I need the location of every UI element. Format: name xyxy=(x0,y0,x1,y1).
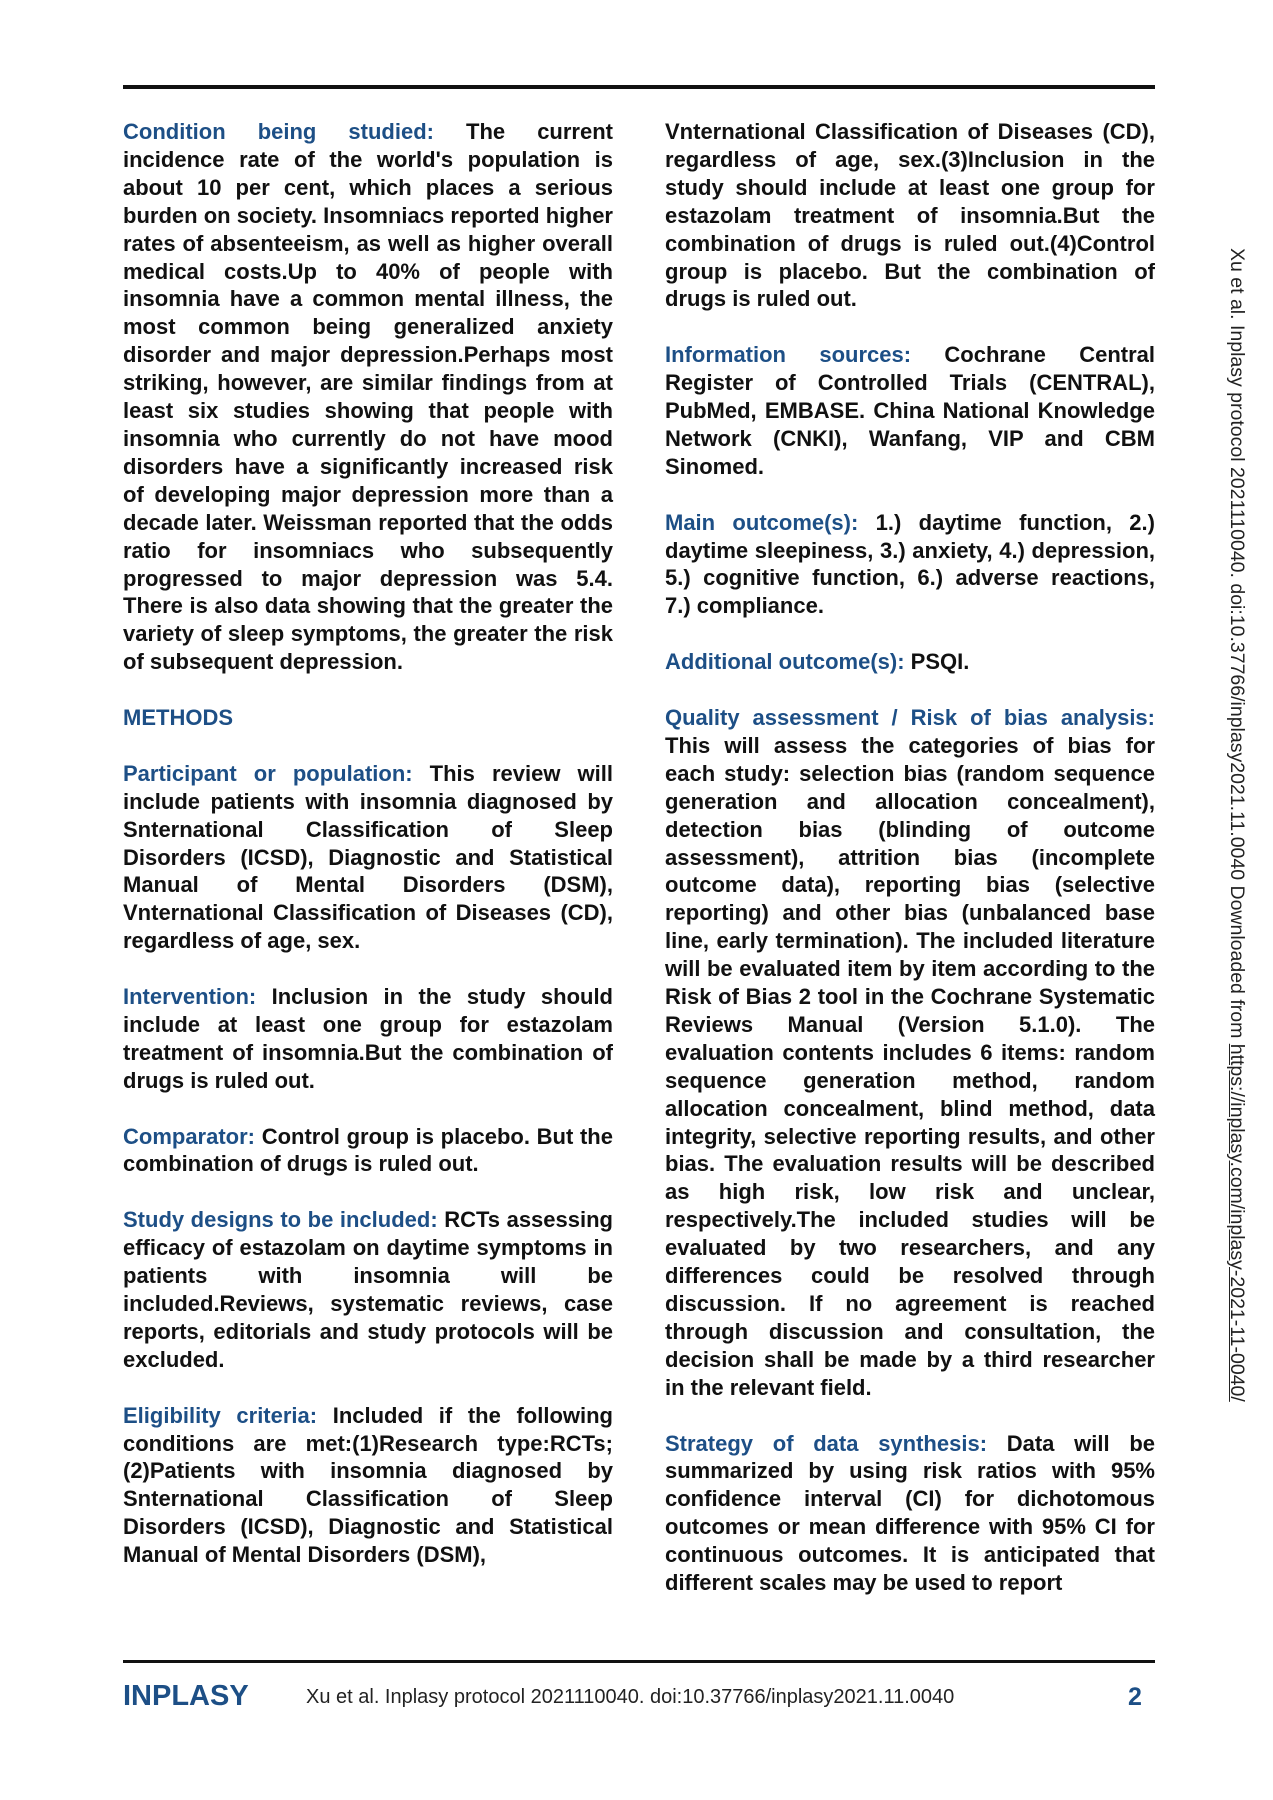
header-rule xyxy=(123,85,1155,89)
information-sources-label: Information sources: xyxy=(665,342,912,368)
side-note-text: Xu et al. Inplasy protocol 2021110040. doi:10.37766/inplasy2021.11.0040 Downloaded from xyxy=(1226,248,1248,1044)
intervention-paragraph xyxy=(123,983,613,1095)
side-download-note xyxy=(1225,248,1248,1402)
information-sources-text: Cochrane Central Register of Controlled Trials (CENTRAL), PubMed, EMBASE. China National Knowledge Network (CNKI), Wanfang, VIP and CBM Sinomed. xyxy=(665,342,1155,479)
condition-label: Condition being studied: xyxy=(123,119,434,144)
left-column xyxy=(123,118,613,1597)
methods-heading: METHODS xyxy=(123,705,233,731)
side-note-link[interactable]: https://inplasy.com/inplasy-2021-11-0040/ xyxy=(1226,1043,1248,1402)
study-designs-text: RCTs assessing efficacy of estazolam on daytime symptoms in patients with insomnia will be included.Reviews, systematic reviews, case reports, editorials and study protocols will be excluded. xyxy=(123,1207,613,1372)
footer-brand-logo: INPLASY xyxy=(123,1680,249,1712)
footer-rule xyxy=(123,1660,1155,1663)
data-synthesis-label: Strategy of data synthesis: xyxy=(665,1430,988,1456)
main-outcomes-paragraph xyxy=(665,509,1155,621)
participant-text: This review will include patients with insomnia diagnosed by Snternational Classification of Sleep Disorders (ICSD), Diagnostic and Statistical Manual of Mental Disorders (DSM), Vnternational Classification of Diseases (CD), regardless of age, sex. xyxy=(123,760,613,954)
participant-label: Participant or population: xyxy=(123,760,413,786)
quality-assessment-paragraph xyxy=(665,704,1155,1402)
information-sources-paragraph xyxy=(665,341,1155,481)
condition-paragraph xyxy=(123,118,613,676)
intervention-label: Intervention: xyxy=(123,984,257,1010)
comparator-label: Comparator: xyxy=(123,1123,256,1149)
data-synthesis-paragraph xyxy=(665,1430,1155,1597)
participant-paragraph xyxy=(123,760,613,955)
additional-outcomes-paragraph xyxy=(665,648,1155,676)
comparator-text: Control group is placebo. But the combination of drugs is ruled out. xyxy=(123,1123,613,1177)
eligibility-label: Eligibility criteria: xyxy=(123,1402,318,1428)
study-designs-label: Study designs to be included: xyxy=(123,1207,438,1233)
eligibility-text: Included if the following conditions are met:(1)Research type:RCTs;(2)Patients with insomnia diagnosed by Snternational Classification of Sleep Disorders (ICSD), Diagnostic and Statistical Manual of Mental Disorders (DSM), xyxy=(123,1402,613,1568)
eligibility-paragraph xyxy=(123,1402,613,1569)
quality-assessment-text: This will assess the categories of bias for each study: selection bias (random sequence generation and allocation concealment), detection bias (blinding of outcome assessment), attrition bias (incomplete outcome data), reporting bias (selective reporting) and other bias (unbalanced base line, early termination). The included literature will be evaluated item by item according to the Risk of Bias 2 tool in the Cochrane Systematic Reviews Manual (Version 5.1.0). The evaluation contents includes 6 items: random sequence generation method, random allocation concealment, blind method, data integrity, selective reporting results, and other bias. The evaluation results will be described as high risk, low risk and unclear, respectively.The included studies will be evaluated by two researchers, and any differences could be resolved through discussion. If no agreement is reached through discussion and consultation, the decision shall be made by a third researcher in the relevant field. xyxy=(665,732,1155,1400)
eligibility-continued-paragraph xyxy=(665,118,1155,313)
quality-assessment-label: Quality assessment / Risk of bias analysis: xyxy=(665,704,1155,730)
condition-text: The current incidence rate of the world's population is about 10 per cent, which places a serious burden on society. Insomniacs reported higher rates of absenteeism, as well as higher overall medical costs.Up to 40% of people with insomnia have a common mental illness, the most common being generalized anxiety disorder and major depression.Perhaps most striking, however, are similar findings from at least six studies showing that people with insomnia who currently do not have mood disorders have a significantly increased risk of developing major depression more than a decade later. Weissman reported that the odds ratio for insomniacs who subsequently progressed to major depression was 5.4. There is also data showing that the greater the variety of sleep symptoms, the greater the risk of subsequent depression. xyxy=(123,119,613,675)
eligibility-continued-text: Vnternational Classification of Diseases (CD), regardless of age, sex.(3)Inclusion in the study should include at least one group for estazolam treatment of insomnia.But the combination of drugs is ruled out.(4)Control group is placebo. But the combination of drugs is ruled out. xyxy=(665,119,1155,312)
page-number: 2 xyxy=(1128,1683,1142,1711)
footer-citation: Xu et al. Inplasy protocol 2021110040. doi:10.37766/inplasy2021.11.0040 xyxy=(306,1686,955,1708)
intervention-text: Inclusion in the study should include at least one group for estazolam treatment of insomnia.But the combination of drugs is ruled out. xyxy=(123,984,613,1093)
right-column xyxy=(665,118,1155,1625)
main-outcomes-text: 1.) daytime function, 2.) daytime sleepiness, 3.) anxiety, 4.) depression, 5.) cognitive function, 6.) adverse reactions, 7.) compliance. xyxy=(665,509,1155,619)
additional-outcomes-text: PSQI. xyxy=(904,649,970,675)
data-synthesis-text: Data will be summarized by using risk ratios with 95% confidence interval (CI) for dichotomous outcomes or mean difference with 95% CI for continuous outcomes. It is anticipated that different scales may be used to report xyxy=(665,1430,1155,1596)
comparator-paragraph xyxy=(123,1123,613,1179)
main-outcomes-label: Main outcome(s): xyxy=(665,509,859,535)
study-designs-paragraph xyxy=(123,1206,613,1373)
additional-outcomes-label: Additional outcome(s): xyxy=(665,649,905,675)
